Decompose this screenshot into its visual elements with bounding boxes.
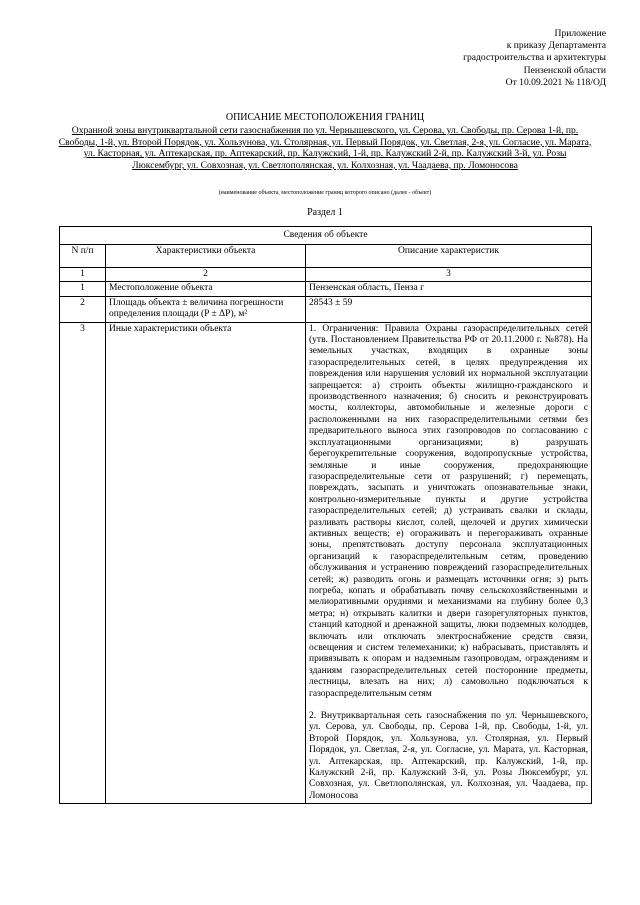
restrictions-paragraph: 1. Ограничения: Правила Охраны газораспределительных сетей (утв. Постановлением Правительства РФ от 20.11.2000 г. №878). На земельных участках, входящих в охранные зоны газораспределительных сетей, в целях предупреждения их повреждения или нарушения условий их нормальной эксплуатации запрещается: а) строить объекты жилищно-гражданского и производственного назначения; б) сносить и реконструировать мосты, коллекторы, автомобильные и железные дороги с расположенными на них газораспределительными сетями без предварительного выноса этих газопроводов по согласованию с эксплуатационными организациями; в) разрушать берегоукрепительные сооружения, водопропускные устройства, земляные и иные сооружения, предохраняющие газораспределительные сети от разрушений; г) перемещать, повреждать, засыпать и уничтожать опознавательные знаки, контрольно-измерительные пункты и другие устройства газораспределительных сетей; д) устраивать свалки и склады, разливать растворы кислот, солей, щелочей и других химически активных веществ; е) огораживать и перегораживать охранные зоны, препятствовать доступу персонала эксплуатационных организаций к газораспределительным сетям, проведению обслуживания и устранению повреждений газораспределительных сетей; ж) разводить огонь и размещать источники огня; з) рыть погреба, копать и обрабатывать почву сельскохозяйственными и мелиоративными орудиями и механизмами на глубину более 0,3 метра; н) открывать калитки и двери газорегуляторных пунктов, станций катодной и дренажной защиты, люки подземных колодцев, включать или отключать электроснабжение средств связи, освещения и систем телемеханики; к) набрасывать, приставлять и привязывать к опорам и надземным газопроводам, ограждениям и зданиям газораспределительных сетей посторонние предметы, лестницы, влезать на них; л) самовольно подключаться к газораспределительным сетям [309,323,588,699]
object-name-caption: (наименование объекта, местоположение границ которого описано (далее - объект) [218,190,432,196]
approval-line: Приложение [554,28,606,39]
row-number: 3 [60,322,106,804]
approval-line: Пензенской области [523,64,606,76]
row-description [306,322,592,804]
column-number: 3 [306,268,592,282]
row-characteristic: Площадь объекта ± величина погрешности определения площади (P ± ΔP), м² [106,296,306,322]
header-description: Описание характеристик [306,245,592,268]
row-characteristic: Иные характеристики объекта [106,322,306,804]
table-row [60,296,592,322]
header-number: N п/п [60,245,106,268]
section-title: Раздел 1 [307,207,343,218]
header-characteristic: Характеристики объекта [106,245,306,268]
row-characteristic: Местоположение объекта [106,282,306,296]
table-caption-row [60,227,592,245]
approval-block [463,28,606,89]
table-header-row [60,245,592,268]
row-number: 2 [60,296,106,322]
document-title: ОПИСАНИЕ МЕСТОПОЛОЖЕНИЯ ГРАНИЦ [225,112,425,123]
row-description: Пензенская область, Пенза г [306,282,592,296]
approval-order-number: От 10.09.2021 № 118/ОД [505,76,606,88]
column-number-row [60,268,592,282]
table-caption: Сведения об объекте [60,227,592,245]
approval-line: градостроительства и архитектуры [463,52,606,64]
column-number: 1 [60,268,106,282]
column-number: 2 [106,268,306,282]
object-info-table [59,226,592,804]
row-number: 1 [60,282,106,296]
row-description: 28543 ± 59 [306,296,592,322]
approval-line: к приказу Департамента [506,40,606,52]
object-name: Охранной зоны внутриквартальной сети газоснабжения по ул. Чернышевского, ул. Серова, ул. Свободы, пр. Серова 1-й, пр. Свободы, 1-й, ул. Второй Порядок, ул. Хользунова, ул. Столярная, ул. Первый Порядок, ул. Светлая, 2-я, ул. Согласие, ул. Марата, ул. Касторная, ул. Аптекарская, пр. Аптекарский, пр. Калужский, 1-й, пр. Калужский 2-й, пр. Калужский 3-й, ул. Розы Люксембург, ул. Совхозная, ул. Светлополянская, ул. Колхозная, ул. Чаадаева, пр. Ломоносова [58,125,592,171]
table-row [60,322,592,804]
network-paragraph: 2. Внутриквартальная сеть газоснабжения по ул. Чернышевского, ул. Серова, ул. Свободы, пр. Серова 1-й, пр. Свободы, 1-й, ул. Второй Порядок, ул. Хользунова, ул. Столярная, ул. Первый Порядок, ул. Светлая, 2-я, ул. Согласие, ул. Марата, ул. Касторная, ул. Аптекарская, пр. Аптекарский, пр. Калужский, 1-й, пр. Калужский 2-й, пр. Калужский 3-й, ул. Розы Люксембург, ул. Совхозная, ул. Светлополянская, ул. Колхозная, ул. Чаадаева, пр. Ломоносова [309,711,588,801]
table-row [60,282,592,296]
